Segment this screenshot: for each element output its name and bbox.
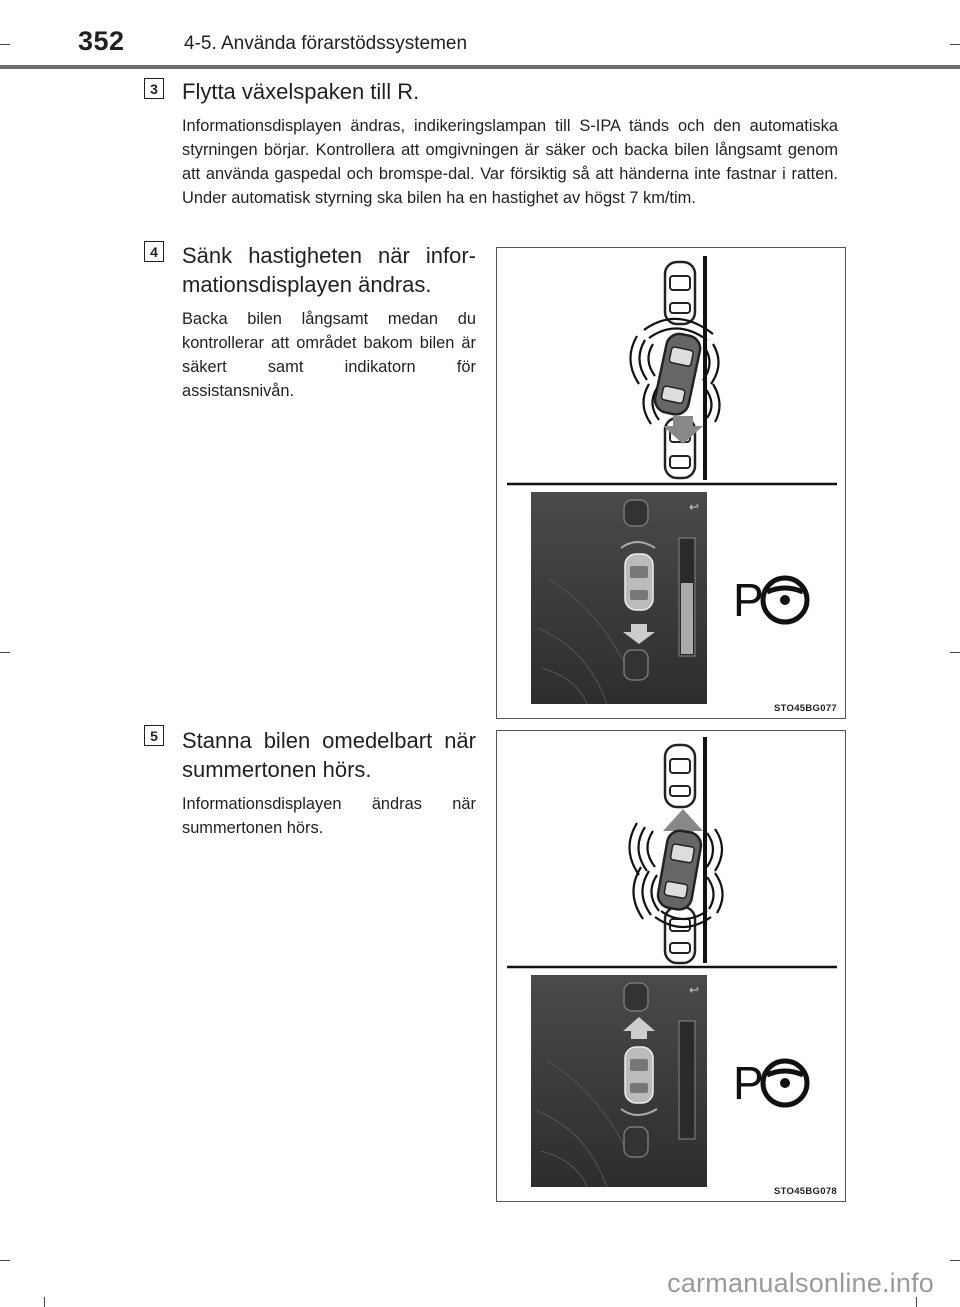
step-4-title: Sänk hastigheten när infor-mationsdisplayen ändras. <box>182 243 476 297</box>
display-car-rear-icon <box>624 1127 648 1157</box>
step-4-body: Backa bilen långsamt medan du kontrollerar att området bakom bilen är säkert samt indikatorn för assistansnivån. <box>182 310 476 400</box>
display-car-rear-icon <box>624 650 648 680</box>
parking-symbol: P <box>733 574 764 626</box>
display-car-front-icon <box>624 983 648 1011</box>
figure-1-illustration <box>497 248 845 718</box>
page-number: 352 <box>78 26 125 56</box>
crop-mark <box>44 1297 45 1307</box>
crop-mark <box>0 652 10 653</box>
back-arrow-icon: ↩ <box>689 500 700 514</box>
back-arrow-icon: ↩ <box>689 983 700 997</box>
footer-watermark: carmanualsonline.info <box>667 1268 934 1298</box>
step-5-number: 5 <box>144 725 164 746</box>
step-5-title: Stanna bilen omedelbart när summertonen hörs. <box>182 728 476 782</box>
crop-mark <box>0 44 10 45</box>
own-car-icon <box>656 829 703 912</box>
parked-car-front-icon <box>665 262 695 324</box>
crop-mark <box>950 1260 960 1261</box>
crop-mark <box>950 652 960 653</box>
parked-car-front-icon <box>665 745 695 807</box>
step-4-number: 4 <box>144 241 164 262</box>
figure-code: STO45BG077 <box>773 703 837 714</box>
crop-mark <box>0 1260 10 1261</box>
step-3-number: 3 <box>144 78 164 99</box>
figure-stop-at-buzzer <box>496 730 846 1202</box>
display-car-front-icon <box>624 500 648 526</box>
step-5-body: Informationsdisplayen ändras när summertonen hörs. <box>182 795 476 837</box>
section-title: 4-5. Använda förarstödssystemen <box>184 33 468 54</box>
step-3-title: Flytta växelspaken till R. <box>182 79 420 104</box>
steering-wheel-icon <box>763 1061 807 1105</box>
header-rule <box>0 65 960 69</box>
parking-symbol: P <box>733 1057 764 1109</box>
crop-mark <box>950 44 960 45</box>
figure-2-illustration <box>497 731 845 1201</box>
figure-reversing-slow <box>496 247 846 719</box>
figure-code: STO45BG078 <box>773 1186 837 1197</box>
step-3-body: Informationsdisplayen ändras, indikeringslampan till S-IPA tänds och den automatiska styrningen börjar. Kontrollera att omgivningen är säker och backa bilen långsamt genom att använda gaspedal och bromspe-dal. Var försiktig så att händerna inte fastnar i ratten. Under automatisk styrning ska bilen ha en hastighet av högst 7 km/tim. <box>182 117 838 207</box>
assist-level-fill <box>681 583 693 654</box>
own-car-icon <box>653 332 703 417</box>
assist-level-gauge <box>679 1021 695 1139</box>
steering-wheel-icon <box>763 578 807 622</box>
